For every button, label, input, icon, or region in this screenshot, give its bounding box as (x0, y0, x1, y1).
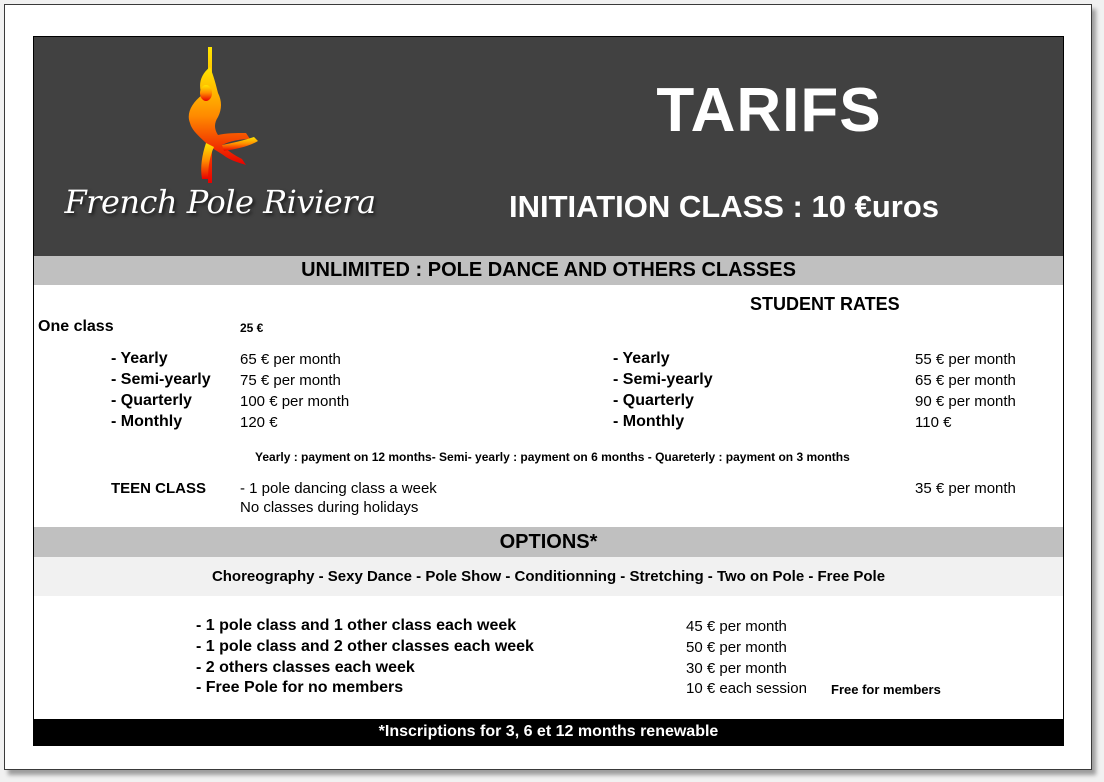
rate-price: 75 € per month (240, 372, 341, 389)
teen-class-label: TEEN CLASS (111, 480, 207, 497)
tariff-sheet (33, 36, 1064, 746)
teen-class-line1: - 1 pole dancing class a week (240, 480, 437, 497)
rate-label: - Monthly (111, 413, 183, 430)
option-label: - Free Pole for no members (196, 679, 404, 696)
one-class-label: One class (38, 318, 114, 335)
one-class-price: 25 € (240, 321, 264, 335)
option-label: - 1 pole class and 1 other class each week (196, 617, 517, 634)
teen-class-price: 35 € per month (915, 480, 1016, 497)
initiation-price: INITIATION CLASS : 10 €uros (508, 189, 940, 224)
rate-price: 100 € per month (240, 393, 350, 410)
options-heading: OPTIONS* (34, 527, 1063, 557)
rate-price: 120 € (240, 414, 278, 431)
unlimited-heading: UNLIMITED : POLE DANCE AND OTHERS CLASSES (34, 256, 1063, 285)
student-rate-price: 110 € (915, 414, 952, 431)
student-rate-price: 65 € per month (915, 372, 1016, 389)
header-banner (34, 37, 1063, 256)
option-price: 50 € per month (686, 639, 787, 656)
student-rate-price: 90 € per month (915, 393, 1016, 410)
student-rate-price: 55 € per month (915, 351, 1016, 368)
option-price: 30 € per month (686, 660, 787, 677)
payment-note: Yearly : payment on 12 months- Semi- yearly : payment on 6 months - Quareterly : payment on 3 months (255, 450, 850, 464)
student-rate-label: - Monthly (613, 413, 685, 430)
rate-label: - Semi-yearly (111, 371, 211, 388)
student-rate-label: - Quarterly (613, 392, 694, 409)
option-label: - 1 pole class and 2 other classes each week (196, 638, 534, 655)
options-list: Choreography - Sexy Dance - Pole Show - Conditionning - Stretching - Two on Pole - Free Pole (34, 557, 1063, 596)
page-title: TARIFS (656, 76, 882, 145)
pole-dancer-logo (162, 45, 292, 185)
brand-name: French Pole Riviera (64, 183, 376, 221)
option-price: 10 € each session (686, 680, 807, 697)
student-rate-label: - Yearly (613, 350, 670, 367)
teen-class-line2: No classes during holidays (240, 499, 419, 516)
free-for-members-note: Free for members (831, 682, 941, 697)
footer-note: *Inscriptions for 3, 6 et 12 months renewable (34, 719, 1063, 745)
option-price: 45 € per month (686, 618, 787, 635)
option-label: - 2 others classes each week (196, 659, 415, 676)
rate-price: 65 € per month (240, 351, 341, 368)
student-rate-label: - Semi-yearly (613, 371, 713, 388)
student-rates-heading: STUDENT RATES (750, 294, 900, 314)
rate-label: - Yearly (111, 350, 168, 367)
rate-label: - Quarterly (111, 392, 192, 409)
